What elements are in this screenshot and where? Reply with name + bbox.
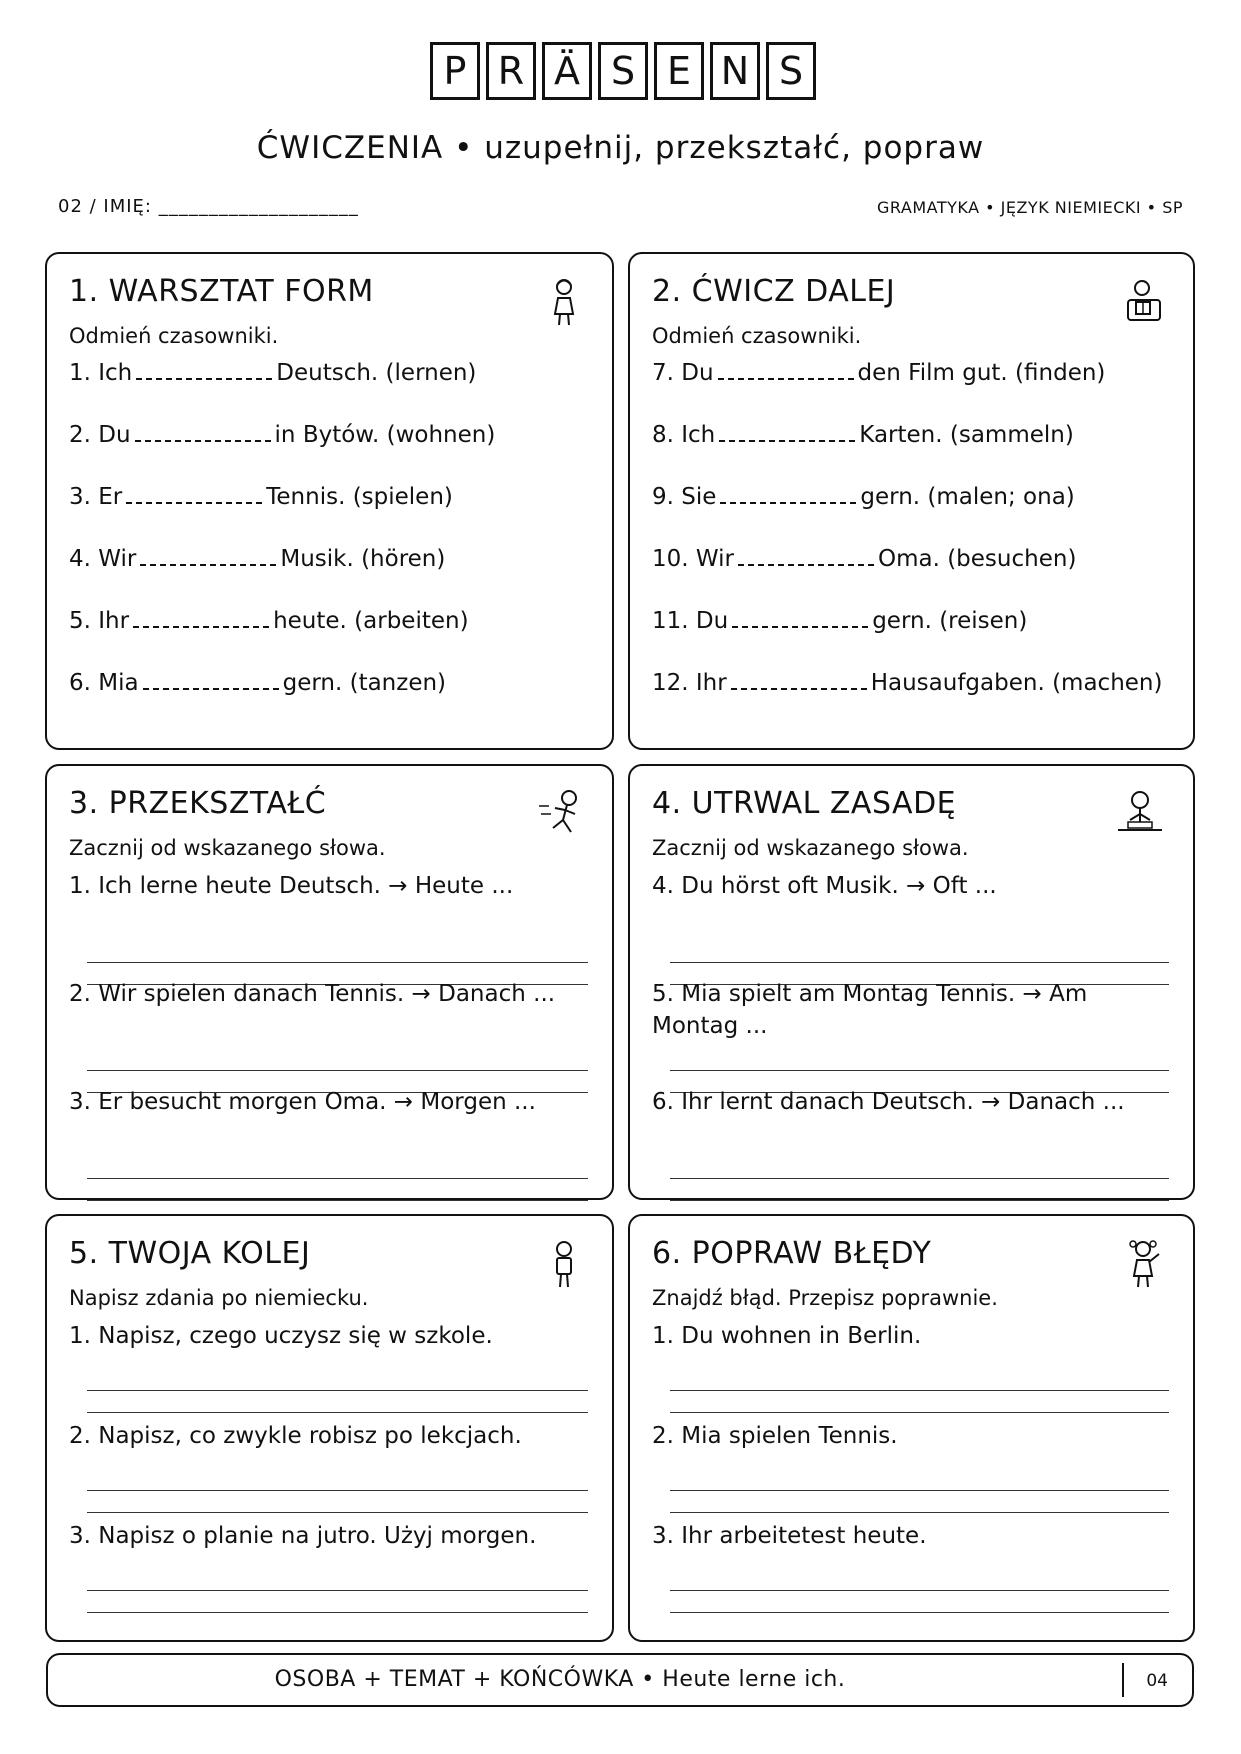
page-subtitle: ĆWICZENIA • uzupełnij, przekształć, popraw bbox=[256, 130, 985, 166]
list-item: 7. Du den Film gut. (finden) bbox=[652, 360, 1106, 386]
exercise-card-6 bbox=[628, 1214, 1195, 1642]
answer-line[interactable] bbox=[87, 1612, 588, 1613]
name-field[interactable]: 02 / IMIĘ: ____________________ bbox=[58, 196, 359, 217]
section-title: 4. UTRWAL ZASADĘ bbox=[652, 786, 957, 821]
answer-blank[interactable] bbox=[133, 610, 269, 628]
answer-line[interactable] bbox=[87, 1512, 588, 1513]
section-title: 2. ĆWICZ DALEJ bbox=[652, 274, 896, 309]
page-title bbox=[430, 42, 816, 100]
answer-line[interactable] bbox=[670, 1512, 1169, 1513]
answer-line[interactable] bbox=[87, 962, 588, 963]
answer-line[interactable] bbox=[87, 1590, 588, 1591]
answer-line[interactable] bbox=[670, 1178, 1169, 1179]
list-item: 5. Ihr heute. (arbeiten) bbox=[69, 608, 469, 634]
list-item: 4. Du hörst oft Musik. → Oft ... bbox=[652, 870, 1171, 978]
girl-standing-icon bbox=[544, 276, 584, 328]
list-item: 1. Ich Deutsch. (lernen) bbox=[69, 360, 477, 386]
answer-blank[interactable] bbox=[136, 362, 272, 380]
list-item: 6. Ihr lernt danach Deutsch. → Danach ... bbox=[652, 1086, 1171, 1194]
exercise-card-2 bbox=[628, 252, 1195, 750]
list-item: 5. Mia spielt am Montag Tennis. → Am Montag ... bbox=[652, 978, 1171, 1086]
list-item: 1. Ich lerne heute Deutsch. → Heute ... bbox=[69, 870, 590, 978]
section-instruction: Napisz zdania po niemiecku. bbox=[69, 1286, 369, 1310]
answer-line[interactable] bbox=[87, 1200, 588, 1201]
section-title: 3. PRZEKSZTAŁĆ bbox=[69, 786, 327, 821]
answer-blank[interactable] bbox=[140, 548, 276, 566]
section-title: 5. TWOJA KOLEJ bbox=[69, 1236, 311, 1271]
list-item: 1. Du wohnen in Berlin. bbox=[652, 1320, 1171, 1420]
subject-label: GRAMATYKA • JĘZYK NIEMIECKI • SP bbox=[877, 198, 1183, 217]
answer-line[interactable] bbox=[670, 1390, 1169, 1391]
answer-line[interactable] bbox=[87, 1178, 588, 1179]
answer-blank[interactable] bbox=[135, 424, 271, 442]
answer-blank[interactable] bbox=[732, 610, 868, 628]
title-letter: N bbox=[710, 42, 760, 100]
title-letter: P bbox=[430, 42, 480, 100]
boy-standing-icon bbox=[544, 1238, 584, 1290]
section-instruction: Zacznij od wskazanego słowa. bbox=[652, 836, 969, 860]
section-instruction: Odmień czasowniki. bbox=[69, 324, 279, 348]
footer-tip: OSOBA + TEMAT + KOŃCÓWKA • Heute lerne ich. bbox=[274, 1667, 846, 1692]
section-instruction: Zacznij od wskazanego słowa. bbox=[69, 836, 386, 860]
title-letter: E bbox=[654, 42, 704, 100]
answer-line[interactable] bbox=[87, 1412, 588, 1413]
answer-line[interactable] bbox=[670, 962, 1169, 963]
list-item: 3. Er Tennis. (spielen) bbox=[69, 484, 453, 510]
list-item: 8. Ich Karten. (sammeln) bbox=[652, 422, 1074, 448]
section-instruction: Odmień czasowniki. bbox=[652, 324, 862, 348]
list-item: 1. Napisz, czego uczysz się w szkole. bbox=[69, 1320, 590, 1420]
list-item: 12. Ihr Hausaufgaben. (machen) bbox=[652, 670, 1163, 696]
title-letter: S bbox=[766, 42, 816, 100]
answer-line[interactable] bbox=[670, 1612, 1169, 1613]
exercise-card-1 bbox=[45, 252, 614, 750]
list-item: 2. Wir spielen danach Tennis. → Danach ... bbox=[69, 978, 590, 1086]
section-title: 1. WARSZTAT FORM bbox=[69, 274, 374, 309]
title-letter: R bbox=[486, 42, 536, 100]
list-item: 4. Wir Musik. (hören) bbox=[69, 546, 446, 572]
answer-blank[interactable] bbox=[731, 672, 867, 690]
list-item: 10. Wir Oma. (besuchen) bbox=[652, 546, 1077, 572]
list-item: 6. Mia gern. (tanzen) bbox=[69, 670, 447, 696]
exercise-card-4 bbox=[628, 764, 1195, 1200]
exercise-card-3 bbox=[45, 764, 614, 1200]
answer-blank[interactable] bbox=[126, 486, 262, 504]
answer-line[interactable] bbox=[87, 1490, 588, 1491]
exercise-card-5 bbox=[45, 1214, 614, 1642]
list-item: 3. Er besucht morgen Oma. → Morgen ... bbox=[69, 1086, 590, 1194]
list-item: 2. Mia spielen Tennis. bbox=[652, 1420, 1171, 1520]
waving-girl-icon bbox=[1121, 1238, 1165, 1290]
answer-blank[interactable] bbox=[720, 486, 856, 504]
list-item: 3. Ihr arbeitetest heute. bbox=[652, 1520, 1171, 1620]
answer-line[interactable] bbox=[670, 1412, 1169, 1413]
answer-line[interactable] bbox=[670, 1070, 1169, 1071]
answer-line[interactable] bbox=[670, 1490, 1169, 1491]
answer-line[interactable] bbox=[87, 1070, 588, 1071]
list-item: 2. Napisz, co zwykle robisz po lekcjach. bbox=[69, 1420, 590, 1520]
reading-child-icon bbox=[1123, 276, 1165, 328]
answer-blank[interactable] bbox=[718, 362, 854, 380]
answer-blank[interactable] bbox=[143, 672, 279, 690]
section-instruction: Znajdź błąd. Przepisz poprawnie. bbox=[652, 1286, 998, 1310]
answer-line[interactable] bbox=[87, 1390, 588, 1391]
footer-bar bbox=[46, 1653, 1194, 1707]
list-item: 3. Napisz o planie na jutro. Użyj morgen. bbox=[69, 1520, 590, 1620]
answer-line[interactable] bbox=[670, 1200, 1169, 1201]
title-letter: S bbox=[598, 42, 648, 100]
running-child-icon bbox=[534, 788, 584, 840]
list-item: 2. Du in Bytów. (wohnen) bbox=[69, 422, 496, 448]
section-title: 6. POPRAW BŁĘDY bbox=[652, 1236, 932, 1271]
page-number: 04 bbox=[1146, 1671, 1168, 1691]
footer-divider bbox=[1122, 1663, 1124, 1697]
answer-line[interactable] bbox=[670, 1590, 1169, 1591]
list-item: 11. Du gern. (reisen) bbox=[652, 608, 1028, 634]
answer-blank[interactable] bbox=[719, 424, 855, 442]
answer-blank[interactable] bbox=[738, 548, 874, 566]
title-letter: Ä bbox=[542, 42, 592, 100]
list-item: 9. Sie gern. (malen; ona) bbox=[652, 484, 1075, 510]
writing-child-icon bbox=[1115, 788, 1165, 840]
